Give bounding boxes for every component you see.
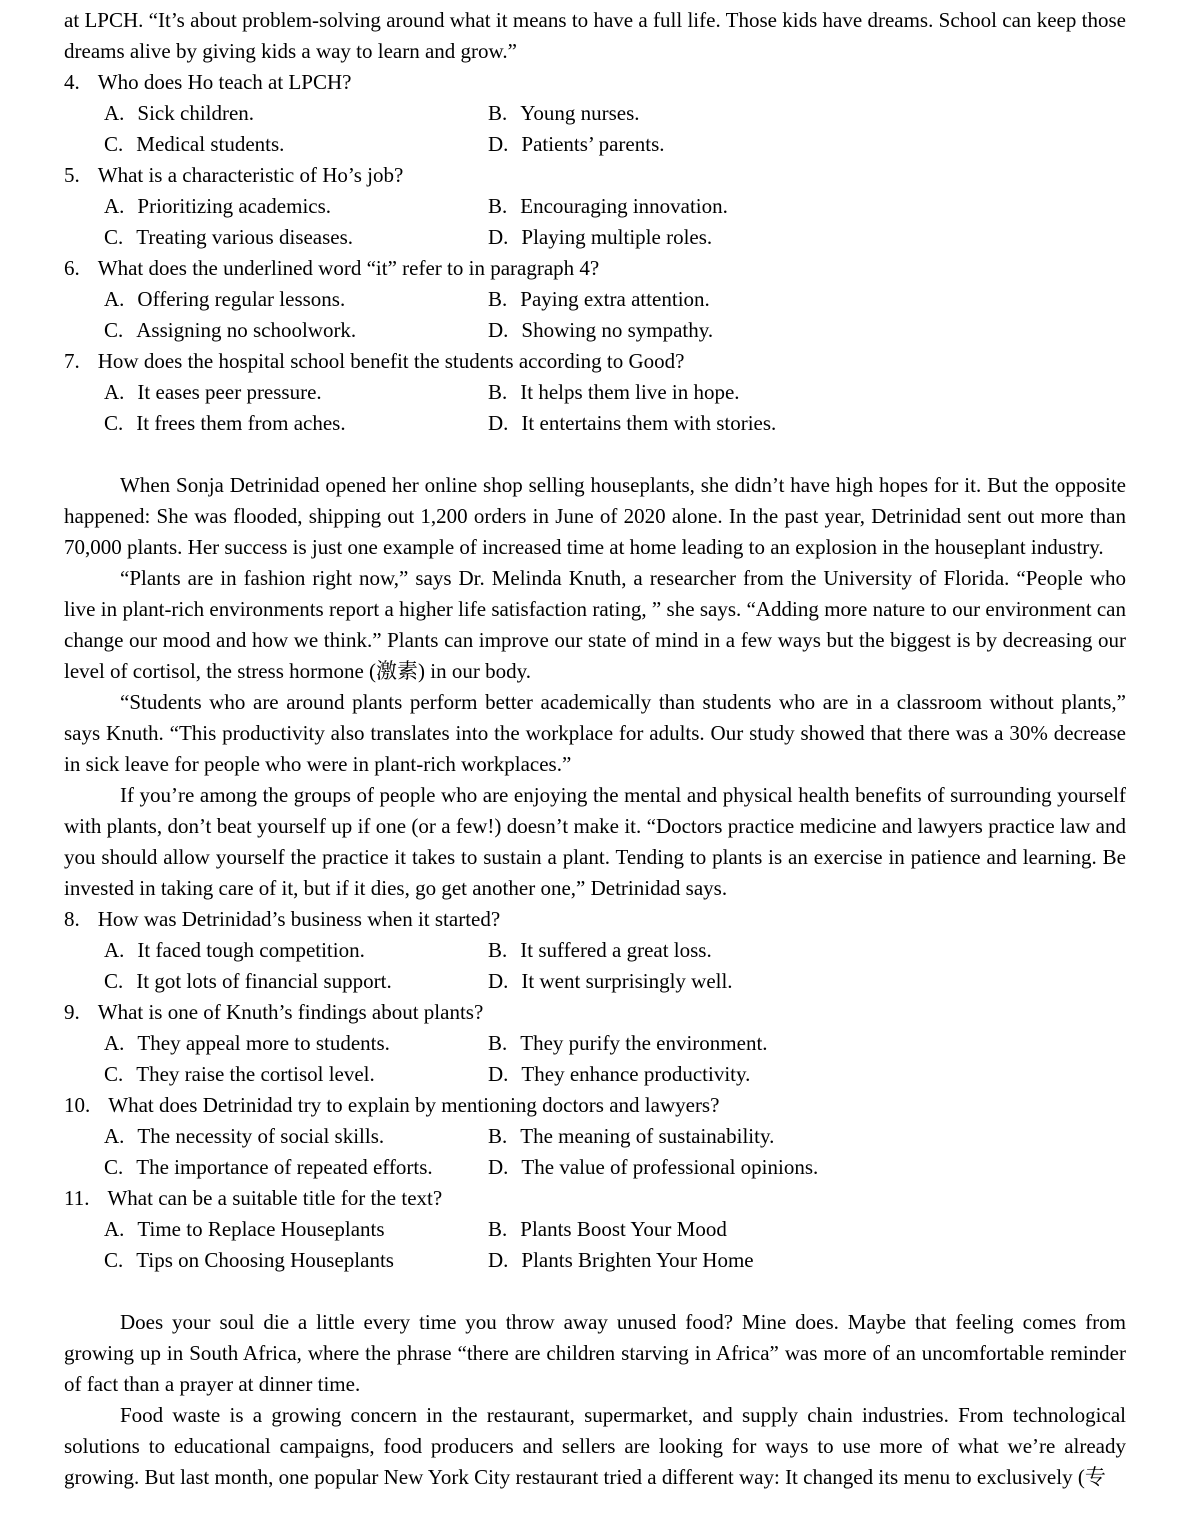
option	[488, 1121, 1126, 1152]
question-number: 7.	[64, 349, 80, 373]
option-text: Sick children.	[137, 101, 255, 125]
question-options	[64, 377, 1126, 439]
passage-paragraph: If you’re among the groups of people who are enjoying the mental and physical health benefits of surrounding yourself with plants, don’t beat yourself up if one (or a few!) doesn’t make it. “Doctors practice medicine and lawyers practice law and you should allow yourself the practice it takes to sustain a plant. Tending to plants is an exercise in patience and learning. Be invested in taking care of it, but if it dies, go get another one,” Detrinidad says.	[64, 783, 1126, 900]
option	[104, 1214, 488, 1245]
option-text: Young nurses.	[520, 101, 640, 125]
passage-paragraph: “Students who are around plants perform better academically than students who are in a classroom without plants,” says Knuth. “This productivity also translates into the workplace for adults. Our study showed that there was a 30% decrease in sick leave for people who were in plant-rich workplaces.”	[64, 690, 1126, 776]
question-options	[64, 98, 1126, 160]
option-text: They raise the cortisol level.	[136, 1062, 375, 1086]
passage-paragraph: at LPCH. “It’s about problem-solving around what it means to have a full life. Those kids have dreams. School can keep those dreams alive by giving kids a way to learn and grow.”	[64, 8, 1126, 63]
option	[488, 1214, 1126, 1245]
question-text: What is one of Knuth’s findings about plants?	[97, 1000, 484, 1024]
question-options	[64, 1028, 1126, 1090]
option-text: Tips on Choosing Houseplants	[136, 1248, 394, 1272]
passage-paragraph: Food waste is a growing concern in the restaurant, supermarket, and supply chain industries. From technological solutions to educational campaigns, food producers and sellers are looking for ways to use more of what we’re already growing. But last month, one popular New York City restaurant tried a different way: It changed its menu to exclusively (专	[64, 1403, 1126, 1489]
option-label: A.	[104, 101, 125, 125]
option-label: C.	[104, 1248, 124, 1272]
option	[104, 129, 488, 160]
option-text: Encouraging innovation.	[520, 194, 728, 218]
question-line	[64, 904, 1126, 935]
question	[64, 904, 1126, 997]
question-number: 6.	[64, 256, 80, 280]
passage-paragraph: When Sonja Detrinidad opened her online shop selling houseplants, she didn’t have high hopes for it. But the opposite happened: She was flooded, shipping out 1,200 orders in June of 2020 alone. In the past year, Detrinidad sent out more than 70,000 plants. Her success is just one example of increased time at home leading to an explosion in the houseplant industry.	[64, 473, 1126, 559]
option-label: B.	[488, 1031, 508, 1055]
option	[488, 284, 1126, 315]
exam-content	[64, 5, 1126, 1493]
question-text: What is a characteristic of Ho’s job?	[97, 163, 404, 187]
option-label: D.	[488, 132, 509, 156]
option-text: It eases peer pressure.	[137, 380, 322, 404]
question-options	[64, 1121, 1126, 1183]
option-text: They enhance productivity.	[521, 1062, 751, 1086]
option-text: Time to Replace Houseplants	[137, 1217, 385, 1241]
option-text: It went surprisingly well.	[521, 969, 733, 993]
question	[64, 1183, 1126, 1276]
question-text: What does Detrinidad try to explain by mentioning doctors and lawyers?	[108, 1093, 720, 1117]
option	[488, 377, 1126, 408]
option-text: Plants Boost Your Mood	[520, 1217, 727, 1241]
option	[104, 1152, 488, 1183]
question-options	[64, 935, 1126, 997]
option-label: B.	[488, 287, 508, 311]
option	[104, 1028, 488, 1059]
option-label: D.	[488, 1062, 509, 1086]
option-text: Paying extra attention.	[520, 287, 710, 311]
option-label: C.	[104, 225, 124, 249]
option-label: B.	[488, 1124, 508, 1148]
option-text: It suffered a great loss.	[520, 938, 712, 962]
question-text: Who does Ho teach at LPCH?	[97, 70, 352, 94]
option-label: D.	[488, 225, 509, 249]
option-label: A.	[104, 1031, 125, 1055]
question-line	[64, 67, 1126, 98]
option	[104, 1245, 488, 1276]
option	[104, 315, 488, 346]
section-spacer	[64, 1276, 1126, 1307]
question-number: 5.	[64, 163, 80, 187]
option-text: It entertains them with stories.	[521, 411, 777, 435]
question-number: 9.	[64, 1000, 80, 1024]
option-text: Assigning no schoolwork.	[136, 318, 357, 342]
option	[104, 222, 488, 253]
option-label: B.	[488, 380, 508, 404]
option-text: They purify the environment.	[520, 1031, 768, 1055]
question-text: How does the hospital school benefit the students according to Good?	[97, 349, 685, 373]
option	[104, 935, 488, 966]
option	[488, 1028, 1126, 1059]
question	[64, 346, 1126, 439]
option-text: It faced tough competition.	[137, 938, 365, 962]
option-text: It frees them from aches.	[136, 411, 346, 435]
option-text: It helps them live in hope.	[520, 380, 740, 404]
option-label: A.	[104, 1124, 125, 1148]
option	[488, 191, 1126, 222]
question-line	[64, 160, 1126, 191]
option-text: It got lots of financial support.	[136, 969, 392, 993]
option-text: The value of professional opinions.	[521, 1155, 819, 1179]
question-options	[64, 284, 1126, 346]
option-label: B.	[488, 938, 508, 962]
option	[104, 966, 488, 997]
option	[488, 98, 1126, 129]
option-label: C.	[104, 318, 124, 342]
option-label: D.	[488, 411, 509, 435]
question-line	[64, 997, 1126, 1028]
option-text: Patients’ parents.	[521, 132, 665, 156]
option-label: C.	[104, 969, 124, 993]
option-label: B.	[488, 101, 508, 125]
option-text: The meaning of sustainability.	[520, 1124, 775, 1148]
option-text: Offering regular lessons.	[137, 287, 346, 311]
option	[488, 222, 1126, 253]
option	[104, 408, 488, 439]
question-number: 10.	[64, 1093, 91, 1117]
option-text: Prioritizing academics.	[137, 194, 332, 218]
question-number: 8.	[64, 907, 80, 931]
option	[488, 1245, 1126, 1276]
question	[64, 1090, 1126, 1183]
option-label: A.	[104, 1217, 125, 1241]
option-label: A.	[104, 194, 125, 218]
passage-paragraph: Does your soul die a little every time you throw away unused food? Mine does. Maybe that feeling comes from growing up in South Africa, where the phrase “there are children starving in Africa” was more of an uncomfortable reminder of fact than a prayer at dinner time.	[64, 1310, 1126, 1396]
option-label: B.	[488, 1217, 508, 1241]
question-options	[64, 191, 1126, 253]
option	[488, 966, 1126, 997]
option-text: The necessity of social skills.	[137, 1124, 385, 1148]
question-line	[64, 346, 1126, 377]
option-label: A.	[104, 938, 125, 962]
option	[488, 935, 1126, 966]
question	[64, 67, 1126, 160]
option	[104, 1059, 488, 1090]
option-label: D.	[488, 1155, 509, 1179]
option	[488, 1152, 1126, 1183]
option	[488, 315, 1126, 346]
option-label: D.	[488, 969, 509, 993]
question	[64, 253, 1126, 346]
option-text: Showing no sympathy.	[521, 318, 714, 342]
option	[104, 98, 488, 129]
option	[488, 129, 1126, 160]
question-text: How was Detrinidad’s business when it started?	[97, 907, 501, 931]
option-text: The importance of repeated efforts.	[136, 1155, 433, 1179]
option-label: D.	[488, 318, 509, 342]
question-number: 4.	[64, 70, 80, 94]
option-label: C.	[104, 1155, 124, 1179]
option	[488, 1059, 1126, 1090]
question-text: What can be a suitable title for the text?	[107, 1186, 443, 1210]
option-label: A.	[104, 287, 125, 311]
option-text: Plants Brighten Your Home	[521, 1248, 754, 1272]
option-text: Playing multiple roles.	[521, 225, 713, 249]
question-text: What does the underlined word “it” refer to in paragraph 4?	[97, 256, 600, 280]
question-number: 11.	[64, 1186, 90, 1210]
option	[488, 408, 1126, 439]
option-label: D.	[488, 1248, 509, 1272]
option-label: C.	[104, 132, 124, 156]
passage-paragraph: “Plants are in fashion right now,” says Dr. Melinda Knuth, a researcher from the University of Florida. “People who live in plant-rich environments report a higher life satisfaction rating, ” she says. “Adding more nature to our environment can change our mood and how we think.” Plants can improve our state of mind in a few ways but the biggest is by decreasing our level of cortisol, the stress hormone (激素) in our body.	[64, 566, 1126, 683]
option-text: Medical students.	[136, 132, 285, 156]
option-label: C.	[104, 1062, 124, 1086]
option-label: A.	[104, 380, 125, 404]
option-text: They appeal more to students.	[137, 1031, 390, 1055]
question	[64, 160, 1126, 253]
question	[64, 997, 1126, 1090]
question-line	[64, 253, 1126, 284]
option-label: C.	[104, 411, 124, 435]
section-spacer	[64, 439, 1126, 470]
option-text: Treating various diseases.	[136, 225, 354, 249]
question-line	[64, 1183, 1126, 1214]
option	[104, 284, 488, 315]
question-options	[64, 1214, 1126, 1276]
option	[104, 1121, 488, 1152]
question-line	[64, 1090, 1126, 1121]
option	[104, 377, 488, 408]
option	[104, 191, 488, 222]
option-label: B.	[488, 194, 508, 218]
